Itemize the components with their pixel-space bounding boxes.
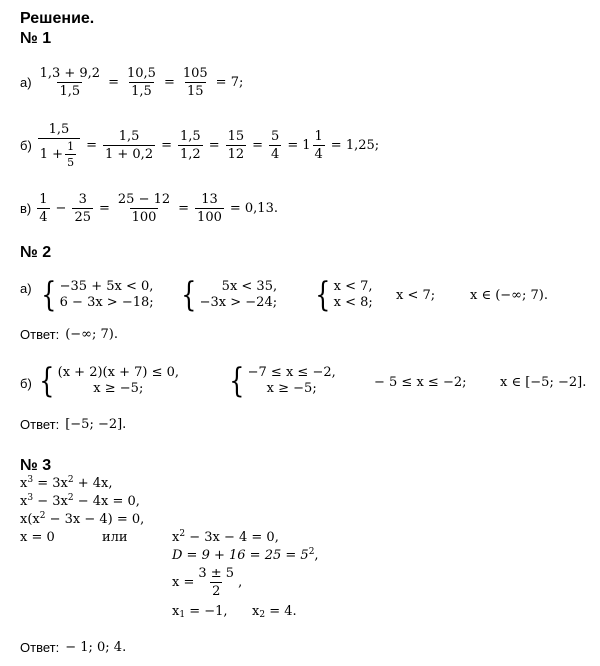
system-2b-2: { −7 ≤ x ≤ −2, x ≥ −5; [229, 361, 336, 401]
fraction: $\frac{1,3 + 9,2}{1,5}$ [39, 66, 101, 99]
fraction: $\frac{15}{12}$ [227, 129, 245, 162]
problem-2a [20, 281, 32, 296]
eq-3-quadratic: $x^2 - 3x - 4 = 0$, [172, 529, 279, 545]
mixed-number: 1 $\frac{1}{4}$ [302, 129, 323, 162]
marker-1c: в) [20, 201, 32, 216]
result-2b: − 5 ≤ x ≤ −2; [374, 375, 467, 390]
marker-2a: а) [20, 281, 32, 296]
eq-3-line-3: $x(x^2 - 3x - 4) = 0$, [20, 511, 145, 527]
problem-2b [20, 376, 32, 391]
eq-3-or: или [102, 530, 128, 545]
fraction: $\frac{13}{100}$ [197, 192, 222, 225]
answer-3: Ответ: − 1; 0; 4. [20, 640, 127, 655]
fraction: $\frac{105}{15}$ [182, 66, 208, 99]
fraction: $\frac{10,5}{1,5}$ [126, 66, 156, 99]
eq-3-roots-formula: x = $\frac{3 \pm 5}{2}$ , [172, 566, 243, 599]
fraction: $\frac{5}{4}$ [271, 129, 280, 162]
system-2a-2: { 5x < 35, −3x > −24; [181, 275, 278, 315]
eq-3-root-2: $x_2 = 4$. [252, 604, 297, 620]
solution-title: Решение. [20, 10, 95, 27]
eq-3-line-2: $x^3 - 3x^2 - 4x = 0$, [20, 493, 140, 509]
marker-2b: б) [20, 376, 32, 391]
section-2-label: № 2 [20, 244, 52, 261]
fraction: $\frac{25 - 12}{100}$ [117, 192, 171, 225]
problem-1b: б) 1,5 1 + $\frac{1}{5}$ = $\frac{1,5}{1 + 0,2}$ = $\frac{1,5}{1,2}$ = $\frac{15}{12}$ = $\frac{5}{4}$ = 1 $\frac{1}{4}$ = 1,25; [20, 122, 380, 169]
interval-2b: x ∈ [−5; −2]. [500, 375, 587, 390]
problem-1a: а) $\frac{1,3 + 9,2}{1,5}$ = $\frac{10,5}{1,5}$ = $\frac{105}{15}$ = 7; [20, 66, 244, 99]
section-3-label: № 3 [20, 457, 52, 474]
system-2a-3: { x < 7, x < 8; [315, 275, 373, 315]
section-1-label: № 1 [20, 30, 52, 47]
system-2b-1: { (x + 2)(x + 7) ≤ 0, x ≥ −5; [39, 361, 180, 401]
fraction: $\frac{1}{4}$ [39, 192, 48, 225]
eq-3-discriminant: $D = 9 + 16 = 25 = 5^2$, [172, 547, 319, 563]
eq-3-root-1: $x_1 = -1$, [172, 604, 228, 620]
answer-2b: Ответ: [−5; −2]. [20, 417, 127, 432]
fraction: $\frac{1,5}{1 + 0,2}$ [104, 129, 154, 162]
eq-3-root-zero: x = 0 [20, 530, 55, 545]
fraction: 1,5 1 + $\frac{1}{5}$ [38, 122, 80, 169]
fraction: $\frac{3}{25}$ [74, 192, 91, 225]
eq-3-line-1: $x^3 = 3x^2 + 4x$, [20, 475, 113, 491]
answer-2a: Ответ: (−∞; 7). [20, 327, 118, 342]
result-2a: x < 7; [396, 288, 436, 303]
system-2a-1: { −35 + 5x < 0, 6 − 3x > −18; [41, 275, 154, 315]
marker-1b: б) [20, 138, 32, 153]
interval-2a: x ∈ (−∞; 7). [470, 288, 548, 303]
problem-1c: в) $\frac{1}{4}$ − $\frac{3}{25}$ = $\frac{25 - 12}{100}$ = $\frac{13}{100}$ = 0,13. [20, 192, 278, 225]
marker-1a: а) [20, 75, 32, 90]
fraction: $\frac{1,5}{1,2}$ [180, 129, 201, 162]
